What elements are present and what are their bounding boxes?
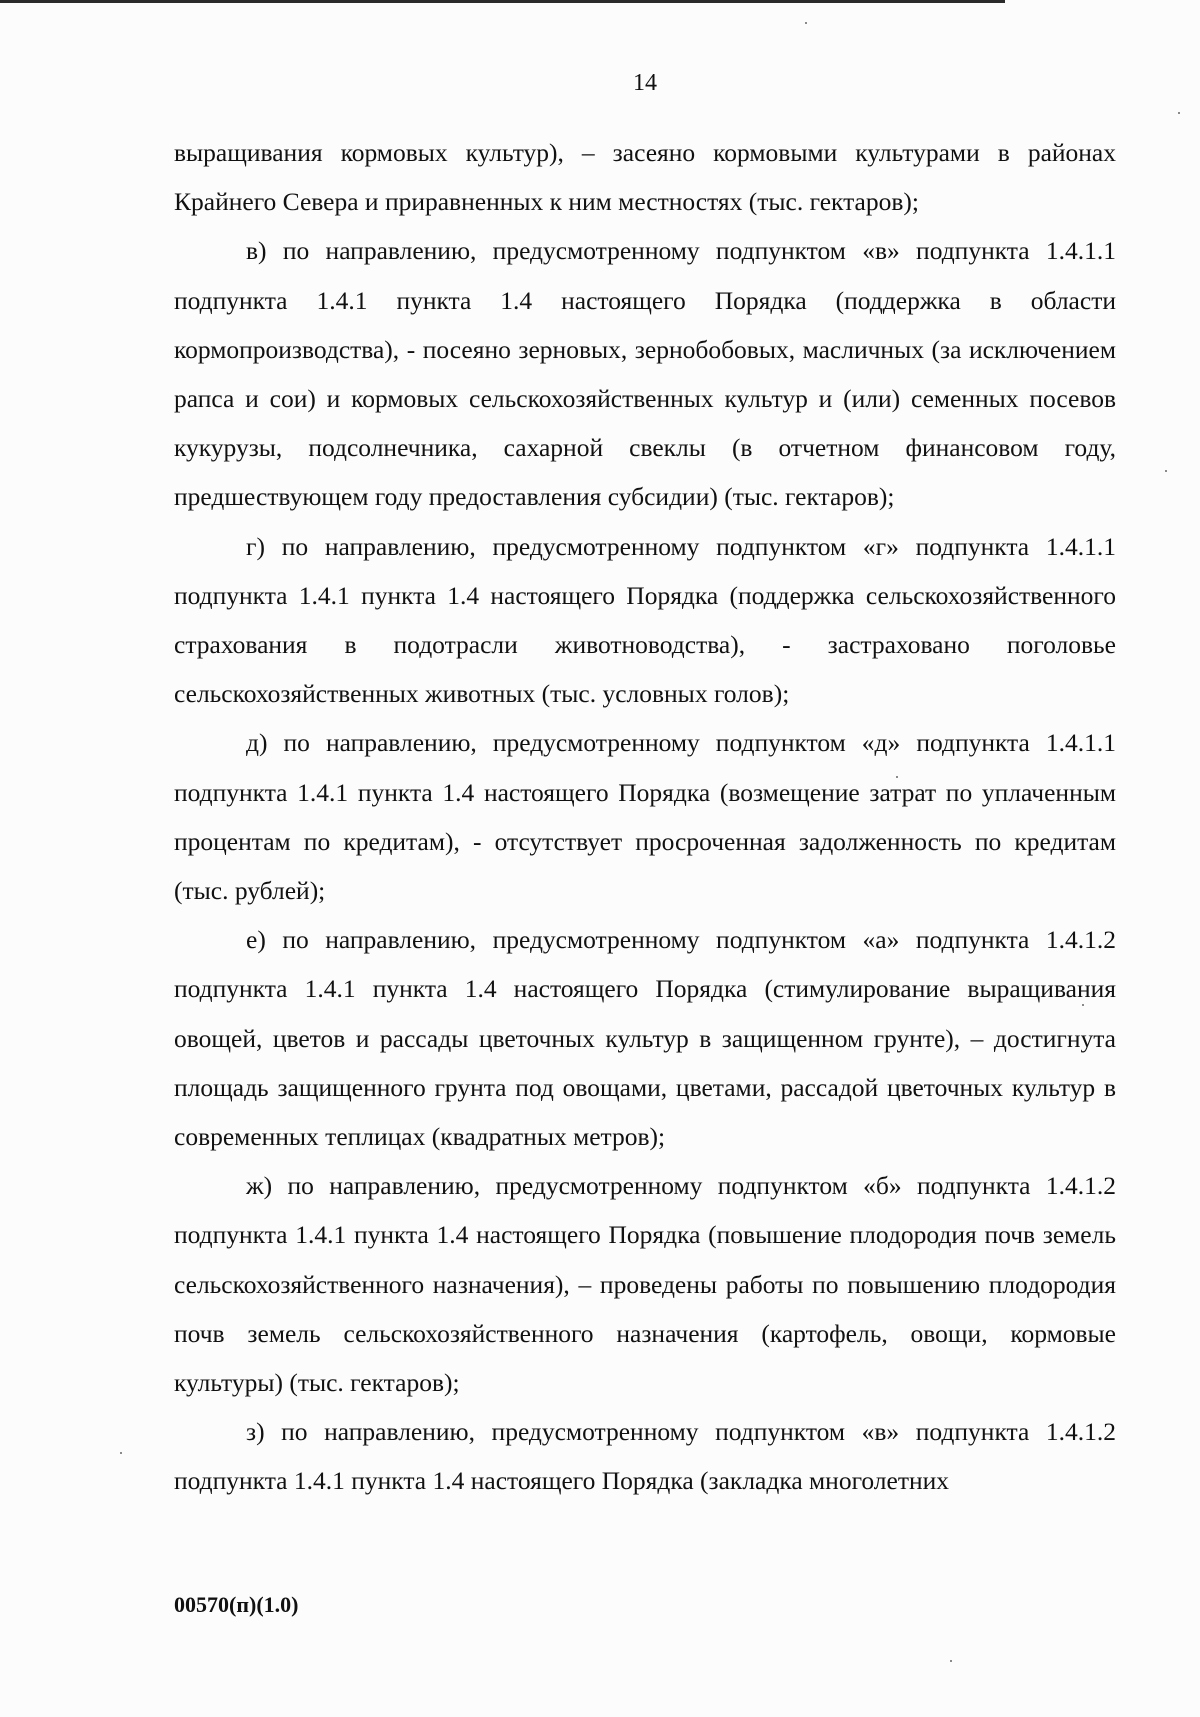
scan-speck xyxy=(805,22,807,24)
page-number: 14 xyxy=(633,70,657,96)
paragraph-item-e: е) по направлению, предусмотренному подпунктом «а» подпункта 1.4.1.2 подпункта 1.4.1 пункта 1.4 настоящего Порядка (стимулирование выращивания овощей, цветов и рассады цветочных культур в защищенном грунте), – достигнута площадь защищенного грунта под овощами, цветами, рассадой цветочных культур в современных теплицах (квадратных метров); xyxy=(174,925,1116,1152)
paragraph-item-g: г) по направлению, предусмотренному подпунктом «г» подпункта 1.4.1.1 подпункта 1.4.1 пункта 1.4 настоящего Порядка (поддержка сельскохозяйственного страхования в подотрасли животноводства), - застраховано поголовье сельскохозяйственных животных (тыс. условных голов); xyxy=(174,531,1116,709)
scan-speck xyxy=(1178,112,1180,114)
scan-speck xyxy=(1165,470,1167,472)
top-border-line xyxy=(0,0,1005,3)
scan-speck xyxy=(120,1452,122,1454)
paragraph-item-d: д) по направлению, предусмотренному подпунктом «д» подпункта 1.4.1.1 подпункта 1.4.1 пункта 1.4 настоящего Порядка (возмещение затрат по уплаченным процентам по кредитам), - отсутствует просроченная задолженность по кредитам (тыс. рублей); xyxy=(174,728,1116,906)
paragraph-item-v: в) по направлению, предусмотренному подпунктом «в» подпункта 1.4.1.1 подпункта 1.4.1 пункта 1.4 настоящего Порядка (поддержка в области кормопроизводства), - посеяно зерновых, зернобобовых, масличных (за исключением рапса и сои) и кормовых сельскохозяйственных культур и (или) семенных посевов кукурузы, подсолнечника, сахарной свеклы (в отчетном финансовом году, предшествующем году предоставления субсидии) (тыс. гектаров); xyxy=(174,236,1116,512)
scan-speck xyxy=(896,776,898,778)
document-code: 00570(п)(1.0) xyxy=(174,1592,299,1617)
paragraph-item-zh: ж) по направлению, предусмотренному подпунктом «б» подпункта 1.4.1.2 подпункта 1.4.1 пункта 1.4 настоящего Порядка (повышение плодородия почв земель сельскохозяйственного назначения), – проведены работы по повышению плодородия почв земель сельскохозяйственного назначения (картофель, овощи, кормовые культуры) (тыс. гектаров); xyxy=(174,1171,1116,1398)
document-body xyxy=(174,128,1116,1506)
paragraph-item-z: з) по направлению, предусмотренному подпунктом «в» подпункта 1.4.1.2 подпункта 1.4.1 пункта 1.4 настоящего Порядка (закладка многолетних xyxy=(174,1417,1116,1496)
scan-speck xyxy=(950,1660,952,1662)
paragraph-continuation: выращивания кормовых культур), – засеяно кормовыми культурами в районах Крайнего Севера и приравненных к ним местностях (тыс. гектаров); xyxy=(174,138,1116,217)
scan-speck xyxy=(1082,1004,1084,1006)
